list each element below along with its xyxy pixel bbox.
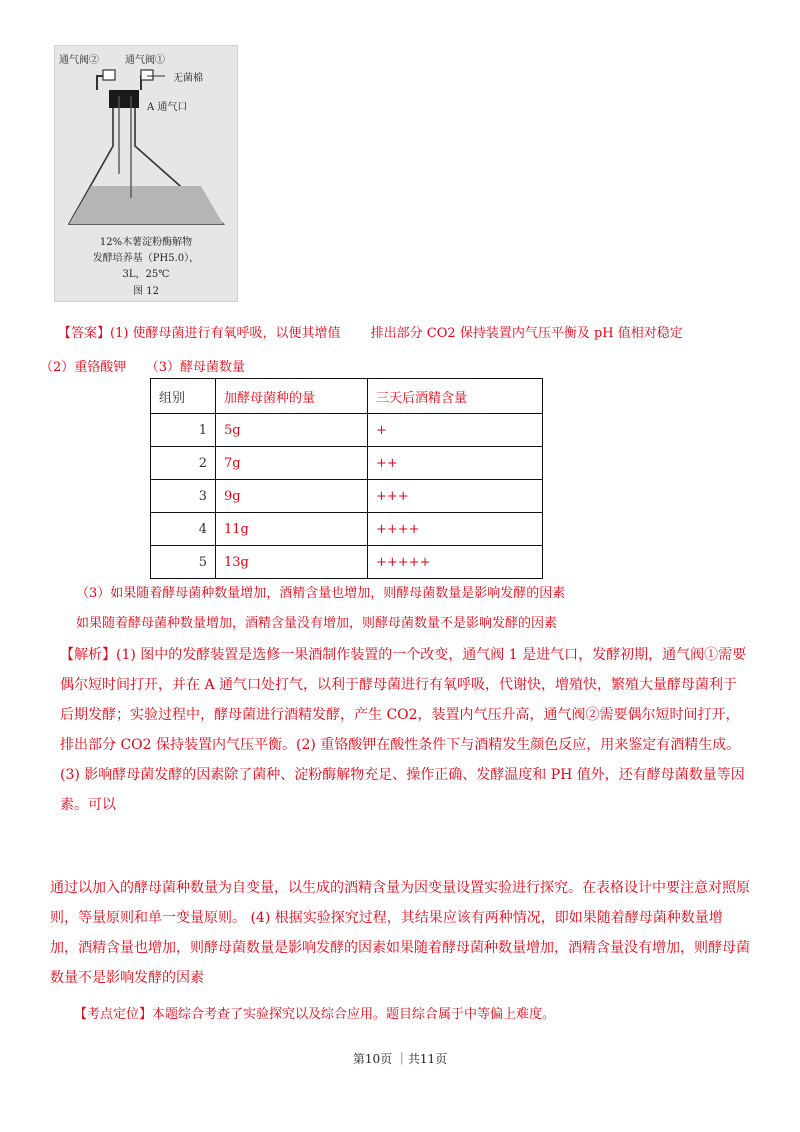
table-row xyxy=(151,414,543,447)
cotton-label: 无菌棉 xyxy=(173,73,203,84)
analysis-paragraph-1: 【解析】(1) 图中的发酵装置是选修一果酒制作装置的一个改变，通气阀 1 是进气口，发酵初期，通气阀①需要偶尔短时间打开，并在 A 通气口处打气，以利于酵母菌进行有氧呼吸，代谢快，增殖快，繁殖大量酵母菌利于后期发酵；实验过程中，酵母菌进行酒精发酵，产生 CO2，装置内气压升高，通气阀②需要偶尔短时间打开，排出部分 CO2 保持装置内气压平衡。(2) 重铬酸钾在酸性条件下与酒精发生颜色反应，用来鉴定有酒精生成。(3) 影响酵母菌发酵的因素除了菌种、淀粉酶解物充足、操作正确、发酵温度和 PH 值外，还有酵母菌数量等因素。可以 xyxy=(60,647,747,813)
key-point-line: 【考点定位】本题综合考查了实验探究以及综合应用。题目综合属于中等偏上难度。 xyxy=(74,1007,556,1022)
figure-caption: 图 12 xyxy=(133,286,159,297)
table-cell: 5g xyxy=(216,414,368,447)
yeast-experiment-table xyxy=(150,378,543,579)
table-cell: ++ xyxy=(368,447,543,480)
table-cell: 4 xyxy=(151,513,216,546)
answer-line-2: （2）重铬酸钾 （3）酵母菌数量 xyxy=(40,360,246,375)
table-cell: 1 xyxy=(151,414,216,447)
table-row xyxy=(151,480,543,513)
valve1-label: 通气阀① xyxy=(125,55,165,66)
table-cell: + xyxy=(368,414,543,447)
table-cell: 13g xyxy=(216,546,368,579)
table-header-cell: 三天后酒精含量 xyxy=(368,379,543,414)
table-row xyxy=(151,546,543,579)
table-cell: 11g xyxy=(216,513,368,546)
fermentation-apparatus-figure xyxy=(54,45,238,302)
table-row xyxy=(151,513,543,546)
table-header-cell: 组别 xyxy=(151,379,216,414)
medium-label-1: 12%木薯淀粉酶解物 xyxy=(99,237,193,248)
table-cell: 2 xyxy=(151,447,216,480)
table-cell: +++ xyxy=(368,480,543,513)
analysis-paragraph-2: 通过以加入的酵母菌种数量为自变量，以生成的酒精含量为因变量设置实验进行探究。在表格设计中要注意对照原则，等量原则和单一变量原则。 (4) 根据实验探究过程，其结果应该有两种情况，即如果随着酵母菌种数量增加，酒精含量也增加，则酵母菌数量是影响发酵的因素如果随着酵母菌种数量增加，酒精含量没有增加，则酵母菌数量不是影响发酵的因素 xyxy=(50,880,750,986)
answer-line-1: 【答案】(1) 使酵母菌进行有氧呼吸，以便其增值 排出部分 CO2 保持装置内气压平衡及 pH 值相对稳定 xyxy=(58,326,683,341)
table-cell: 5 xyxy=(151,546,216,579)
medium-label-3: 3L，25℃ xyxy=(122,269,170,280)
table-row xyxy=(151,447,543,480)
table-cell: 7g xyxy=(216,447,368,480)
table-cell: 9g xyxy=(216,480,368,513)
inlet-label: A 通气口 xyxy=(147,102,188,113)
valve2-label: 通气阀② xyxy=(59,55,99,66)
table-cell: ++++ xyxy=(368,513,543,546)
table-header-row xyxy=(151,379,543,414)
page-footer: 第10页 ｜共11页 xyxy=(352,1052,448,1066)
table-cell: +++++ xyxy=(368,546,543,579)
conclusion-line-1: （3）如果随着酵母菌种数量增加，酒精含量也增加，则酵母菌数量是影响发酵的因素 xyxy=(76,586,566,601)
table-header-cell: 加酵母菌种的量 xyxy=(216,379,368,414)
conclusion-line-2: 如果随着酵母菌种数量增加，酒精含量没有增加，则酵母菌数量不是影响发酵的因素 xyxy=(76,616,558,631)
medium-label-2: 发酵培养基（PH5.0）， xyxy=(92,253,200,264)
table-cell: 3 xyxy=(151,480,216,513)
